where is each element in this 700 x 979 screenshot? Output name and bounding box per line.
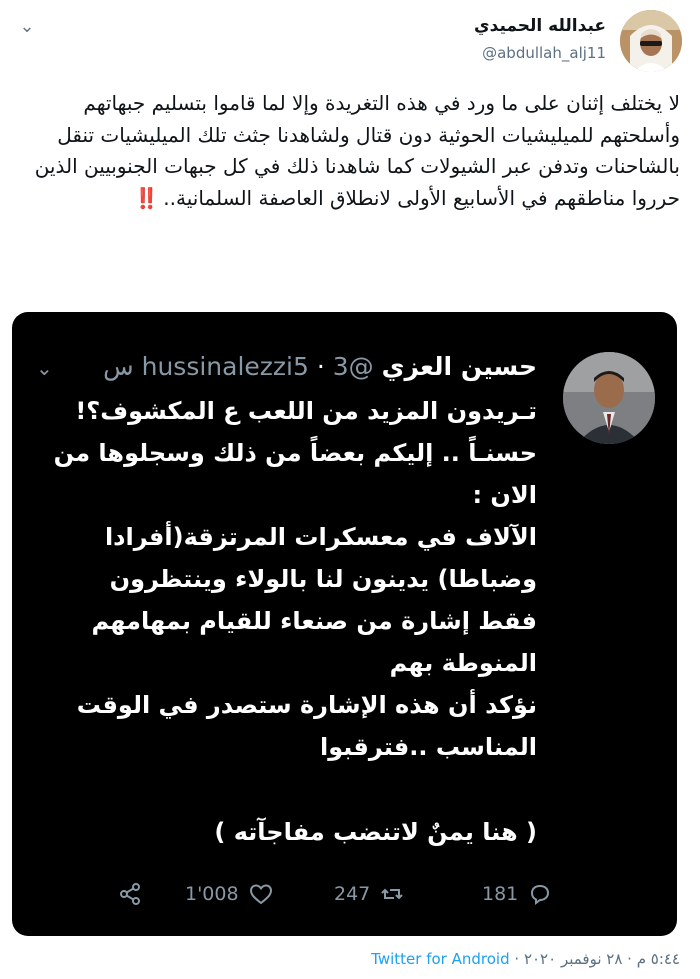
source-link[interactable]: Twitter for Android <box>371 950 510 968</box>
retweet-count: 247 <box>334 883 371 905</box>
quoted-avatar-photo <box>563 352 655 444</box>
retweet-icon <box>380 882 404 906</box>
quoted-chevron-down-icon: ⌄ <box>36 356 53 380</box>
quoted-action-bar <box>12 878 677 914</box>
quoted-line: تـريدون المزيد من اللعب ع المكشوف؟! <box>75 397 537 425</box>
reply-action <box>482 882 552 906</box>
quoted-avatar <box>563 352 655 444</box>
quoted-header: حسين العزي @hussinalezzi5 · 3 س <box>103 352 537 381</box>
quoted-line: نؤكد أن هذه الإشارة ستصدر في الوقت <box>76 691 537 719</box>
author-name[interactable]: عبدالله الحميدي <box>474 16 606 36</box>
quoted-handle: @hussinalezzi5 <box>141 352 374 381</box>
tweet-meta <box>371 950 680 968</box>
quoted-line: حسنـاً .. إليكم بعضاً من ذلك وسجلوها من <box>53 439 537 467</box>
share-icon <box>118 882 142 906</box>
quoted-line: الان : <box>472 481 537 509</box>
quoted-time: 3 س <box>103 352 349 381</box>
tweet-body: لا يختلف إثنان على ما ورد في هذه التغريدة وإلا لما قاموا بتسليم جبهاتهم وأسلحتهم للميليشيات الحوثية دون قتال ولشاهدنا جثث تلك الميليشيات تنقل بالشاحنات وتدفن عبر الشيولات كما شاهدنا ذلك في كل جبهات الجنوبيين الذين حرروا مناطقهم في الأسابيع الأولى لانطلاق العاصفة السلمانية.. <box>34 91 680 210</box>
quoted-name: حسين العزي <box>381 352 537 381</box>
like-count: 1'008 <box>185 883 239 905</box>
quoted-line: وضباطا) يدينون لنا بالولاء وينتظرون <box>109 565 537 593</box>
quoted-line: فقط إشارة من صنعاء للقيام بمهامهم <box>91 607 537 635</box>
like-icon <box>249 882 273 906</box>
quoted-line: المناسب ..فترقبوا <box>320 733 537 761</box>
reply-count: 181 <box>482 883 519 905</box>
tweet-text <box>16 88 680 214</box>
like-action <box>185 882 273 906</box>
quoted-tweet-image[interactable] <box>12 312 677 936</box>
chevron-down-icon[interactable]: ⌄ <box>19 16 35 37</box>
reply-icon <box>528 882 552 906</box>
avatar-photo <box>620 10 682 72</box>
quoted-line: الآلاف في معسكرات المرتزقة(أفرادا <box>104 523 537 551</box>
double-exclamation-icon: ‼️ <box>134 185 160 210</box>
avatar[interactable] <box>620 10 682 72</box>
quoted-text <box>27 390 537 768</box>
author-handle[interactable]: @abdullah_alj11 <box>482 44 606 62</box>
timestamp[interactable]: ٥:٤٤ م · ٢٨ نوفمبر ٢٠٢٠ · <box>514 950 680 968</box>
retweet-action <box>334 882 404 906</box>
quoted-line: المنوطة بهم <box>389 649 537 677</box>
quoted-closing-line: ( هنا يمنٌ لاتنضب مفاجآته ) <box>214 818 537 846</box>
share-action <box>118 882 142 906</box>
